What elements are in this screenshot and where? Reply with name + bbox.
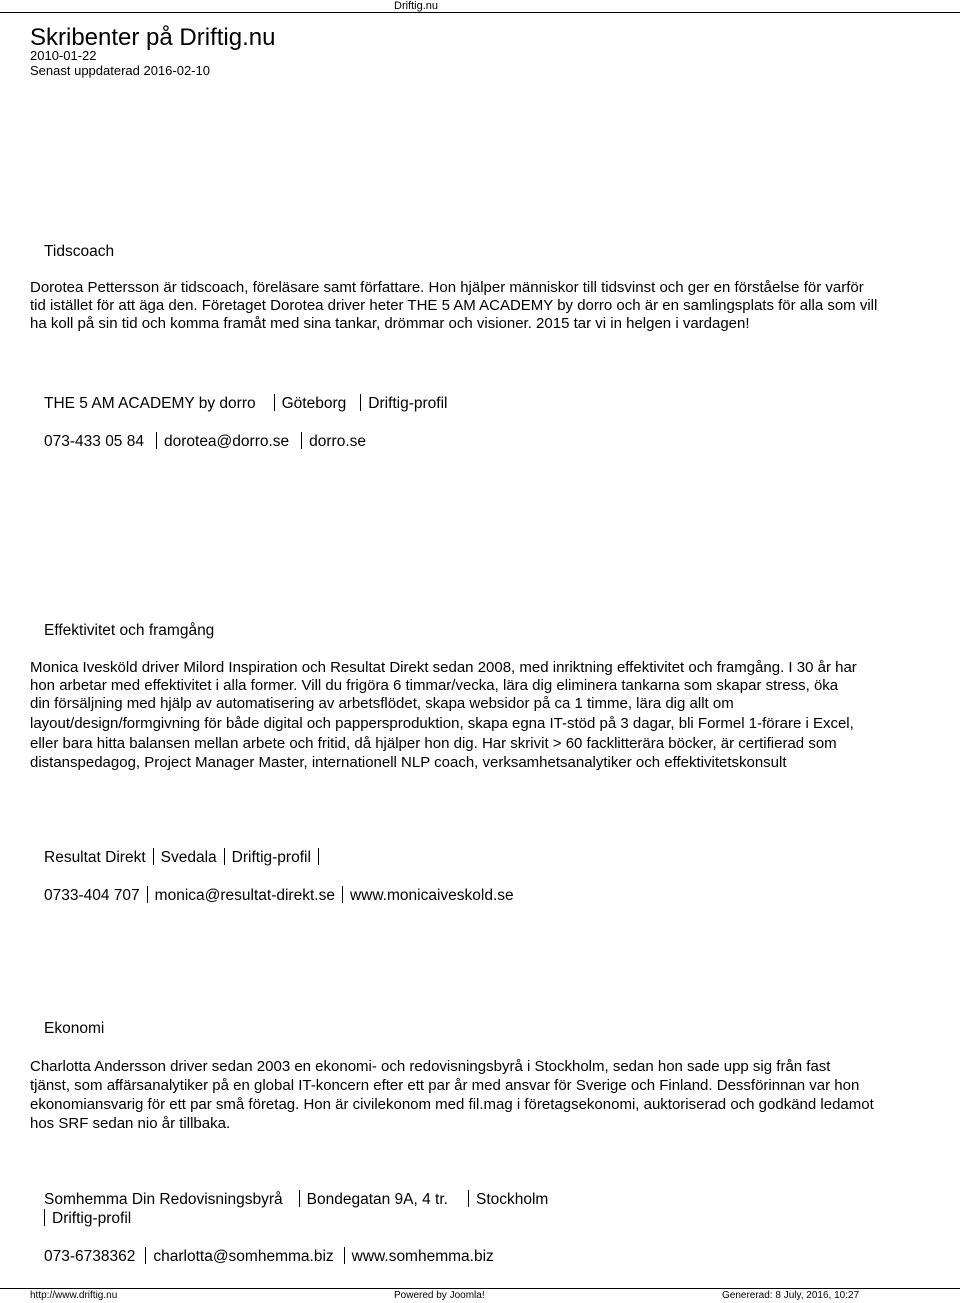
separator bbox=[318, 848, 319, 865]
location-link[interactable]: Svedala bbox=[160, 849, 217, 866]
section-text-line: eller bara hitta balansen mellan arbete och fritid, då hjälper hon dig. Har skrivit > 60 facklitterära böcker, är certifierad som bbox=[30, 735, 837, 752]
website-link[interactable]: www.somhemma.biz bbox=[351, 1248, 494, 1265]
profile-link[interactable]: Driftig-profil bbox=[368, 395, 448, 412]
separator bbox=[224, 848, 225, 865]
footer-powered-by: Powered by Joomla! bbox=[394, 1290, 485, 1301]
company-name: THE 5 AM ACADEMY by dorro bbox=[44, 395, 256, 412]
phone-number: 0733-404 707 bbox=[44, 887, 140, 904]
email-link[interactable]: monica@resultat-direkt.se bbox=[154, 887, 335, 904]
website-link[interactable]: dorro.se bbox=[309, 433, 367, 450]
updated-date: Senast uppdaterad 2016-02-10 bbox=[30, 63, 210, 78]
separator bbox=[301, 432, 302, 449]
footer-divider bbox=[0, 1288, 960, 1289]
location-link[interactable]: Stockholm bbox=[475, 1191, 549, 1208]
page-title: Skribenter på Driftig.nu bbox=[30, 24, 276, 51]
company-name: Resultat Direkt bbox=[44, 849, 146, 866]
section-title-ekonomi: Ekonomi bbox=[44, 1020, 105, 1037]
profile-link[interactable]: Driftig-profil bbox=[231, 849, 311, 866]
section-text-line: tid istället för att äga den. Företaget Dorotea driver heter THE 5 AM ACADEMY by dorro och är en samlingsplats för alla som vill bbox=[30, 297, 878, 314]
contact-row bbox=[44, 1190, 548, 1210]
publish-date: 2010-01-22 bbox=[30, 48, 97, 63]
separator bbox=[299, 1190, 300, 1207]
top-divider bbox=[0, 12, 960, 13]
separator bbox=[147, 886, 148, 903]
site-header-label: Driftig.nu bbox=[394, 0, 439, 12]
separator bbox=[153, 848, 154, 865]
section-text-line: Dorotea Pettersson är tidscoach, föreläsare samt författare. Hon hjälper människor till tidsvinst och ger en förståelse för varför bbox=[30, 279, 864, 296]
contact-row bbox=[44, 886, 514, 906]
separator bbox=[44, 1209, 45, 1226]
location-link[interactable]: Göteborg bbox=[281, 395, 347, 412]
section-text-line: ha koll på sin tid och komma framåt med sina tankar, drömmar och visioner. 2015 tar vi in helgen i vardagen! bbox=[30, 315, 750, 332]
contact-row bbox=[44, 432, 366, 452]
footer-url[interactable]: http://www.driftig.nu bbox=[30, 1290, 118, 1301]
section-text-line: tjänst, som affärsanalytiker på en global IT-koncern efter ett par år med ansvar för Sverige och Finland. Dessförinnan var hon bbox=[30, 1077, 860, 1094]
separator bbox=[156, 432, 157, 449]
section-title-effektivitet: Effektivitet och framgång bbox=[44, 622, 215, 639]
contact-row bbox=[44, 848, 326, 868]
phone-number: 073-433 05 84 bbox=[44, 433, 144, 450]
company-name: Somhemma Din Redovisningsbyrå bbox=[44, 1191, 283, 1208]
separator bbox=[360, 394, 361, 411]
section-text-line: Charlotta Andersson driver sedan 2003 en ekonomi- och redovisningsbyrå i Stockholm, sedan hon sade upp sig från fast bbox=[30, 1058, 831, 1075]
section-text-line: distanspedagog, Project Manager Master, internationell NLP coach, verksamhetsanalytiker och effektivitetskonsult bbox=[30, 754, 787, 771]
separator bbox=[145, 1247, 146, 1264]
profile-link[interactable]: Driftig-profil bbox=[52, 1210, 132, 1227]
email-link[interactable]: charlotta@somhemma.biz bbox=[153, 1248, 334, 1265]
contact-row bbox=[37, 1209, 131, 1229]
section-text-line: hon arbetar med effektivitet i alla former. Vill du frigöra 6 timmar/vecka, lära dig eliminera tankarna som skapar stress, öka bbox=[30, 677, 839, 694]
phone-number: 073-6738362 bbox=[44, 1248, 136, 1265]
contact-row bbox=[44, 394, 448, 414]
separator bbox=[468, 1190, 469, 1207]
section-title-tidscoach: Tidscoach bbox=[44, 243, 115, 260]
section-text-line: din försäljning med hjälp av automatisering av arbetsflödet, skapa websidor på ca 1 timme, lära dig allt om bbox=[30, 695, 734, 712]
section-text-line: hos SRF sedan nio år tillbaka. bbox=[30, 1115, 231, 1132]
footer-generated: Genererad: 8 July, 2016, 10:27 bbox=[722, 1290, 860, 1301]
separator bbox=[344, 1247, 345, 1264]
section-text-line: layout/design/formgivning för både digital och pappersproduktion, skapa egna IT-stöd på 3 dagar, bli Formel 1-förare i Excel, bbox=[30, 715, 854, 732]
address: Bondegatan 9A, 4 tr. bbox=[306, 1191, 448, 1208]
separator bbox=[274, 394, 275, 411]
contact-row bbox=[44, 1247, 494, 1267]
email-link[interactable]: dorotea@dorro.se bbox=[163, 433, 290, 450]
section-text-line: ekonomiansvarig för ett par små företag. Hon är civilekonom med fil.mag i företagsekonomi, auktoriserad och godkänd ledamot bbox=[30, 1096, 874, 1113]
section-text-line: Monica Ivesköld driver Milord Inspiration och Resultat Direkt sedan 2008, med inriktning effektivitet och framgång. I 30 år har bbox=[30, 659, 857, 676]
website-link[interactable]: www.monicaiveskold.se bbox=[349, 887, 514, 904]
separator bbox=[342, 886, 343, 903]
